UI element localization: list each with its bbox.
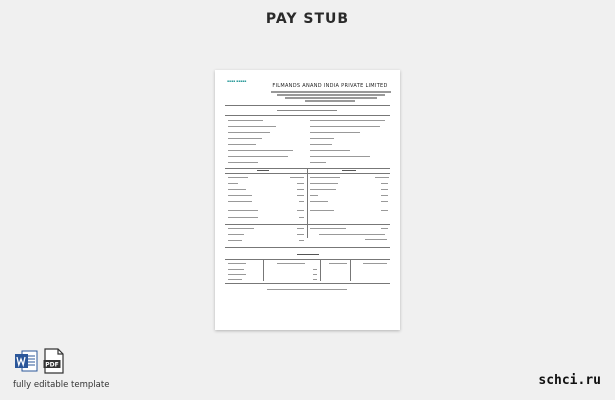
word-icon (14, 349, 38, 373)
info-field (228, 156, 288, 157)
earning-row (228, 177, 248, 178)
earning-row (228, 210, 258, 211)
info-field (310, 132, 360, 133)
info-field (310, 120, 385, 121)
deduction-value (381, 210, 388, 211)
address-line (271, 91, 391, 93)
info-field (228, 120, 263, 121)
company-logo: ▪▪▪▪ ▪▪▪▪▪ (227, 79, 247, 83)
deduction-total-value (381, 228, 388, 229)
leave-type-header (228, 263, 246, 264)
divider (225, 105, 390, 106)
earnings-heading (257, 170, 269, 171)
template-label: fully editable template (13, 380, 110, 390)
info-field (228, 150, 293, 151)
info-field (228, 132, 270, 133)
computer-generated-note (267, 289, 347, 290)
address-line (277, 94, 385, 96)
leave-row (228, 269, 244, 270)
info-field (228, 126, 276, 127)
net-pay-words (228, 240, 242, 241)
pay-stub-preview (215, 70, 400, 330)
deduction-row (310, 210, 334, 211)
pdf-icon-text: PDF (45, 361, 59, 369)
net-pay-words-value (299, 240, 304, 241)
leave-row (228, 274, 246, 275)
info-field (310, 156, 370, 157)
earning-row (228, 183, 238, 184)
deduction-row (310, 201, 328, 202)
divider (225, 247, 390, 248)
deduction-row (310, 177, 340, 178)
earning-value (290, 177, 304, 178)
gross-total (228, 228, 254, 229)
divider (225, 259, 390, 260)
leave-row-value (313, 274, 317, 275)
info-field (228, 138, 262, 139)
column-divider (263, 259, 264, 281)
info-field (310, 144, 332, 145)
leave-taken-header (329, 263, 347, 264)
column-divider (307, 168, 308, 238)
net-pay-note (319, 234, 385, 235)
info-field (310, 138, 334, 139)
earning-value (299, 217, 304, 218)
gross-total-value (297, 228, 304, 229)
divider (225, 224, 390, 225)
deduction-value (381, 195, 388, 196)
earning-row (228, 201, 252, 202)
deduction-value (375, 177, 389, 178)
address-line (285, 97, 377, 99)
leave-row-value (313, 279, 317, 280)
deduction-value (381, 183, 388, 184)
net-pay-value (297, 234, 304, 235)
company-name: FILMANDS ANAND INDIA PRIVATE LIMITED (272, 83, 388, 89)
leave-balance-heading (297, 254, 319, 255)
column-divider (350, 259, 351, 281)
net-pay (228, 234, 244, 235)
deduction-value (381, 189, 388, 190)
info-field (310, 162, 326, 163)
earning-value (297, 210, 304, 211)
divider (225, 115, 390, 116)
earning-row (228, 195, 252, 196)
deductions-heading (342, 170, 356, 171)
deduction-row (310, 189, 336, 190)
leave-row-value (313, 269, 317, 270)
earning-row (228, 189, 246, 190)
divider (225, 173, 390, 174)
deduction-row (310, 195, 318, 196)
earning-value (297, 195, 304, 196)
site-link[interactable]: schci.ru (538, 373, 601, 388)
earning-row (228, 217, 258, 218)
info-field (310, 150, 350, 151)
info-field (310, 126, 380, 127)
pay-period (277, 110, 337, 111)
leave-row (228, 279, 242, 280)
pdf-icon (43, 348, 65, 374)
info-field (228, 144, 256, 145)
deduction-row (310, 183, 338, 184)
earning-value (297, 183, 304, 184)
column-divider (320, 259, 321, 281)
divider (225, 283, 390, 284)
address-line (305, 100, 355, 102)
earning-value (299, 201, 304, 202)
deduction-value (381, 201, 388, 202)
earning-value (297, 189, 304, 190)
net-pay-note (365, 239, 387, 240)
info-field (228, 162, 258, 163)
leave-available-header (363, 263, 387, 264)
leave-opening-header (277, 263, 305, 264)
divider (225, 168, 390, 169)
deduction-total (310, 228, 346, 229)
page-title: PAY STUB (265, 11, 350, 27)
